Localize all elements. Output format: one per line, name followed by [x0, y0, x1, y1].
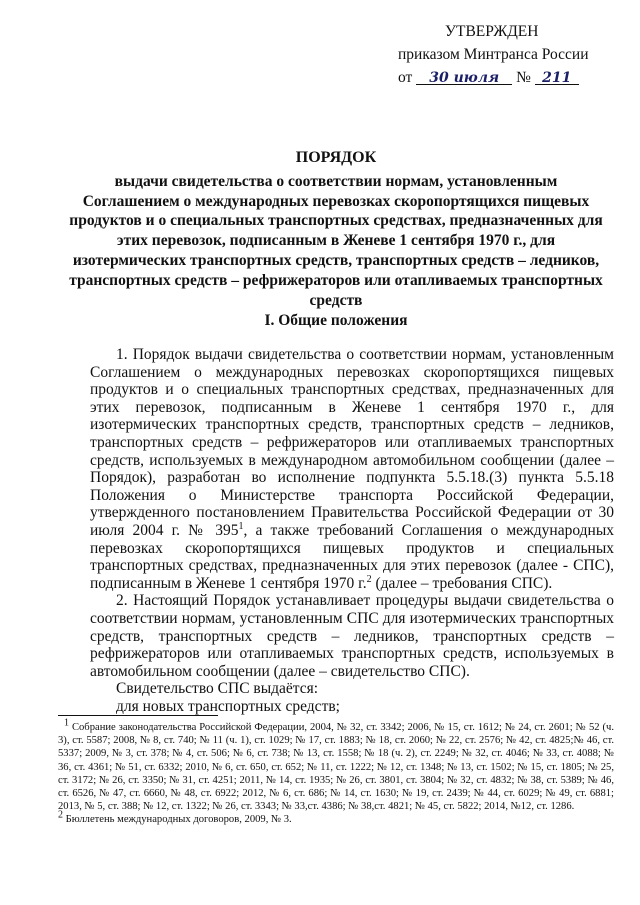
number-label: №	[516, 69, 531, 86]
footnote-2	[58, 809, 614, 826]
title-line: средств	[309, 291, 363, 309]
footnote-ref-2: 2	[366, 573, 372, 585]
document-title	[58, 148, 614, 310]
section-heading: I. Общие положения	[264, 312, 408, 329]
title-line: выдачи свидетельства о соответствии нормам, установленным	[114, 172, 558, 190]
footnote-1-marker: 1	[64, 717, 69, 729]
title-heading: ПОРЯДОК	[295, 149, 377, 166]
footnote-1-text: Собрание законодательства Российской Федерации, 2004, № 32, ст. 3342; 2006, № 15, ст. 1612; № 24, ст. 2601; № 52 (ч. 3), ст. 5587; 2008, № 8, ст. 740; № 11 (ч. 1), ст. 1029; № 17, ст. 1883; № 18, ст. 2060; № 22, ст. 2576; № 42, ст. 4825;№ 46, ст. 5337; 2009, № 3, ст. 378; № 4, ст. 506; № 6, ст. 738; № 13, ст. 1558; № 18 (ч. 2), ст. 2249; № 32, ст. 4046; № 33, ст. 4088; № 36, ст. 4361; № 51, ст. 6332; 2010, № 6, ст. 650, ст. 652; № 11, ст. 1222; № 12, ст. 1348; № 13, ст. 1502; № 15, ст. 1805; № 25, ст. 3172; № 26, ст. 3350; № 31, ст. 4251; 2011, № 14, ст. 1935; № 26, ст. 3801, ст. 3804; № 32, ст. 4832; № 38, ст. 5389; № 46, ст. 6526, № 47, ст. 6660, № 48, ст. 6922; 2012, № 6, ст. 686; № 14, ст. 1630; № 19, ст. 2439; № 44, ст. 6029; № 49, ст. 6881; 2013, № 5, ст. 388; № 12, ст. 1322; № 26, ст. 3343; № 33,ст. 4386; № 38,ст. 4821; № 45, ст. 5822; 2014, №12, ст. 1286.	[58, 722, 614, 813]
paragraph-1	[90, 346, 614, 592]
title-line: продуктов и о специальных транспортных средствах, предназначенных для	[69, 212, 603, 230]
footnote-divider	[58, 715, 218, 716]
approval-heading: УТВЕРЖДЕН	[445, 23, 539, 40]
from-label: от	[398, 69, 413, 86]
paragraph-1-text-a: 1. Порядок выдачи свидетельства о соответствии нормам, установленным Соглашением о международных перевозках скоропортящихся пищевых продуктов и о специальных транспортных средствах, предназначенных для этих перевозок, подписанным в Женеве 1 сентября 1970 г., для изотермических транспортных средств, транспортных средств – ледников, транспортных средств – рефрижераторов или отапливаемых транспортных средств, используемых в международном автомобильном сообщении (далее – Порядок), разработан во исполнение подпункта 5.5.18.(3) пункта 5.5.18 Положения о Министерстве транспорта Российской Федерации, утвержденного постановлением Правительства Российской Федерации от 30 июля 2004 г. № 395	[90, 346, 614, 539]
footnotes	[58, 717, 614, 827]
footnote-2-marker: 2	[58, 809, 63, 821]
paragraph-4: для новых транспортных средств;	[116, 697, 340, 715]
approval-order-label: приказом Минтранса России	[398, 46, 589, 63]
number-field	[535, 66, 579, 85]
approval-date-line	[398, 66, 618, 89]
paragraph-1-text-b: , а также требований Соглашения о международных перевозках скоропортящихся пищевых продуктов и специальных транспортных средствах, предназначенных для этих перевозок (далее - СПС), подписанным в Женеве 1 сентября 1970 г.	[90, 521, 614, 592]
title-line: этих перевозок, подписанным в Женеве 1 сентября 1970 г., для	[116, 232, 556, 250]
title-line: транспортных средств – рефрижераторов или отапливаемых транспортных	[69, 271, 603, 289]
paragraph-1-text-c: (далее – требования СПС).	[371, 574, 553, 592]
footnote-ref-1: 1	[238, 520, 244, 532]
footnote-2-text: Бюллетень международных договоров, 2009, № 3.	[65, 814, 292, 826]
approval-stamp	[398, 20, 618, 89]
paragraph-3: Свидетельство СПС выдаётся:	[116, 680, 319, 698]
date-field	[416, 66, 512, 85]
footnote-1	[58, 717, 614, 813]
handwritten-number: 211	[542, 70, 572, 86]
paragraph-2: 2. Настоящий Порядок устанавливает процедуры выдачи свидетельства о соответствии нормам, установленным СПС для изотермических транспортных средств, транспортных средств – ледников, транспортных средств – рефрижераторов или отапливаемых транспортных средств, используемых в автомобильном сообщении (далее – свидетельство СПС).	[90, 592, 614, 680]
title-line: Соглашением о международных перевозках скоропортящихся пищевых	[82, 192, 590, 210]
document-body	[90, 346, 614, 715]
title-line: изотермических транспортных средств, транспортных средств – ледников,	[72, 251, 600, 269]
handwritten-date: 30 июля	[429, 70, 500, 86]
